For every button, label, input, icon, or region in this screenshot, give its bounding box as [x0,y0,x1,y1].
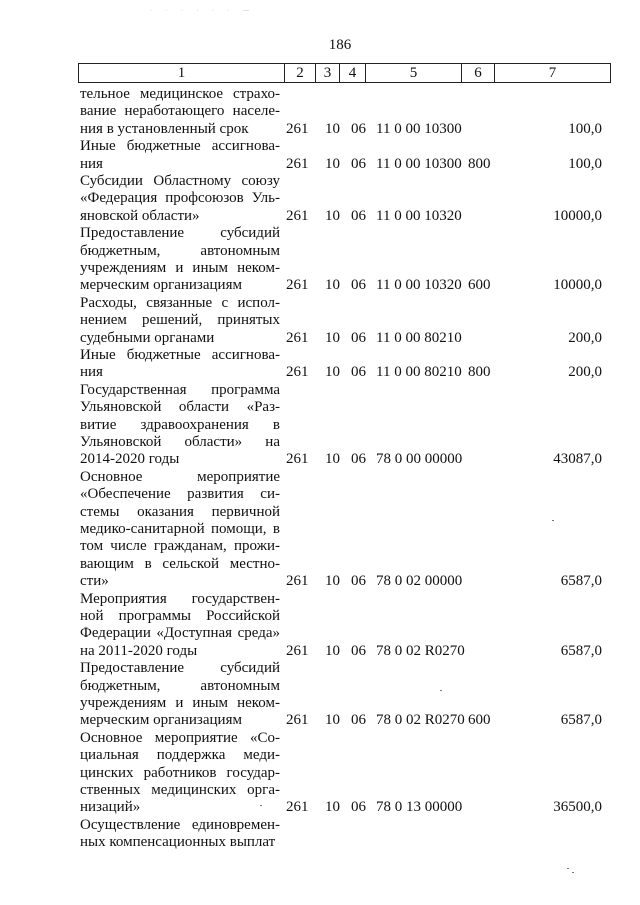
row-description [80,591,280,661]
column-header-1: 1 [177,65,186,81]
cell-c4: 06 [351,573,366,590]
cell-c5: 11 0 00 10320 [376,207,462,224]
description-line: яновской области» [80,207,200,224]
description-line: «Федерация профсоюзов Уль- [80,190,280,207]
row-description [80,347,280,382]
table-row [80,347,610,382]
description-line: тельное медицинское страхо- [80,86,280,102]
description-line: ных компенсационных выплат [80,834,276,851]
table-row [80,382,610,469]
scan-speck [440,690,442,691]
cell-c4: 06 [351,277,366,294]
table-row [80,295,610,347]
description-line: бюджетным, автономным [80,242,280,259]
cell-c2: 261 [286,712,309,729]
description-line: ственных медицинских орга- [80,782,280,799]
cell-c2: 261 [286,451,309,468]
cell-c3: 10 [325,155,340,172]
description-line: Расходы, связанные с испол- [80,294,280,311]
cell-c4: 06 [351,120,366,137]
cell-c7: 43087,0 [553,451,602,468]
description-line: Осуществление единовремен- [80,816,280,833]
cell-c5: 78 0 02 R0270 [376,712,465,729]
cell-c5: 11 0 00 10300 [376,120,462,137]
description-line: сти» [80,573,109,590]
page-number: 186 [328,37,352,53]
row-description [80,295,280,347]
description-line: стемы оказания первичной [80,503,280,520]
cell-c7: 6587,0 [560,712,602,729]
description-line: циальная поддержка меди- [80,747,280,764]
cell-c2: 261 [286,799,309,816]
description-line: Иные бюджетные ассигнова- [80,138,280,155]
row-description [80,817,280,852]
description-line: ния [80,364,103,381]
cell-c3: 10 [325,329,340,346]
description-line: том числе гражданам, прожи- [80,538,280,555]
description-line: учреждениям и иным неком- [80,695,280,711]
cell-c5: 78 0 00 00000 [376,451,463,468]
row-description [80,86,280,138]
cell-c7: 200,0 [568,364,602,381]
cell-c3: 10 [325,364,340,381]
cell-c4: 06 [351,364,366,381]
cell-c4: 06 [351,642,366,659]
description-line: вание неработающего населе- [80,103,280,120]
description-line: учреждениям и иным неком- [80,260,280,276]
description-line: Предоставление субсидий [80,225,280,242]
description-line: Основное мероприятие «Со- [80,729,280,746]
description-line: Федерации «Доступная среда» [80,625,280,642]
cell-c6: 600 [468,277,491,294]
description-line: низаций» [80,799,141,816]
row-description [80,469,280,591]
cell-c3: 10 [325,277,340,294]
description-line: ния [80,155,103,172]
cell-c7: 10000,0 [553,277,602,294]
cell-c2: 261 [286,642,309,659]
cell-c3: 10 [325,642,340,659]
description-line: ной программы Российской [80,608,280,624]
cell-c7: 10000,0 [553,207,602,224]
cell-c5: 78 0 02 00000 [376,573,463,590]
row-description [80,660,280,730]
table-row [80,225,610,295]
cell-c5: 11 0 00 80210 [376,329,462,346]
column-header-2: 2 [284,64,315,82]
description-line: Государственная программа [80,381,280,398]
row-description [80,173,280,225]
scan-speck [260,805,262,806]
table-row [80,173,610,225]
cell-c4: 06 [351,799,366,816]
description-line: судебными органами [80,329,215,346]
column-header-4: 4 [339,64,365,82]
cell-c2: 261 [286,573,309,590]
table-header-row [78,63,611,83]
description-line: на 2011-2020 годы [80,642,198,659]
cell-c7: 36500,0 [553,799,602,816]
description-line: мерческим организациям [80,277,242,294]
row-description [80,225,280,295]
table-row [80,469,610,591]
cell-c4: 06 [351,155,366,172]
description-line: Мероприятия государствен- [80,590,280,607]
cell-c3: 10 [325,120,340,137]
description-line: медико-санитарной помощи, в [80,521,280,538]
scan-noise: · · · · · · — [150,8,255,14]
cell-c7: 6587,0 [560,642,602,659]
cell-c7: 6587,0 [560,573,602,590]
cell-c2: 261 [286,207,309,224]
cell-c3: 10 [325,712,340,729]
cell-c4: 06 [351,329,366,346]
description-line: «Обеспечение развития си- [80,486,280,503]
cell-c2: 261 [286,364,309,381]
cell-c5: 78 0 13 00000 [376,799,463,816]
cell-c5: 11 0 00 10300 [376,155,462,172]
cell-c2: 261 [286,329,309,346]
column-header-3: 3 [315,64,339,82]
description-line: бюджетным, автономным [80,677,280,694]
cell-c3: 10 [325,451,340,468]
cell-c2: 261 [286,120,309,137]
cell-c6: 800 [468,155,491,172]
table-row [80,660,610,730]
scan-speck [572,872,574,873]
cell-c7: 200,0 [568,329,602,346]
table-row [80,591,610,661]
description-line: 2014-2020 годы [80,451,180,468]
description-line: ния в установленный срок [80,120,249,137]
cell-c2: 261 [286,277,309,294]
cell-c7: 100,0 [568,155,602,172]
description-line: Основное мероприятие [80,468,280,485]
cell-c3: 10 [325,207,340,224]
description-line: Иные бюджетные ассигнова- [80,347,280,363]
row-description [80,730,280,817]
cell-c4: 06 [351,712,366,729]
description-line: мерческим организациям [80,712,242,729]
description-line: нением решений, принятых [80,312,280,329]
cell-c4: 06 [351,207,366,224]
scan-speck [552,520,554,521]
column-header-7: 7 [494,64,610,82]
description-line: Субсидии Областному союзу [80,173,280,189]
cell-c6: 600 [468,712,491,729]
cell-c5: 78 0 02 R0270 [376,642,465,659]
column-header-6: 6 [461,64,494,82]
table-row [80,138,610,173]
table-row [80,730,610,817]
description-line: витие здравоохранения в [80,416,280,433]
cell-c7: 100,0 [568,120,602,137]
table-row [80,86,610,138]
cell-c4: 06 [351,451,366,468]
row-description [80,382,280,469]
cell-c3: 10 [325,573,340,590]
description-line: вающим в сельской местно- [80,555,280,572]
cell-c3: 10 [325,799,340,816]
description-line: цинских работников государ- [80,764,280,781]
row-description [80,138,280,173]
cell-c2: 261 [286,155,309,172]
cell-c5: 11 0 00 80210 [376,364,462,381]
description-line: Ульяновской области» на [80,434,280,451]
cell-c5: 11 0 00 10320 [376,277,462,294]
column-header-5: 5 [365,64,461,82]
description-line: Предоставление субсидий [80,660,280,677]
table-row [80,817,610,852]
description-line: Ульяновской области «Раз- [80,399,280,416]
cell-c6: 800 [468,364,491,381]
scan-speck [567,868,569,869]
